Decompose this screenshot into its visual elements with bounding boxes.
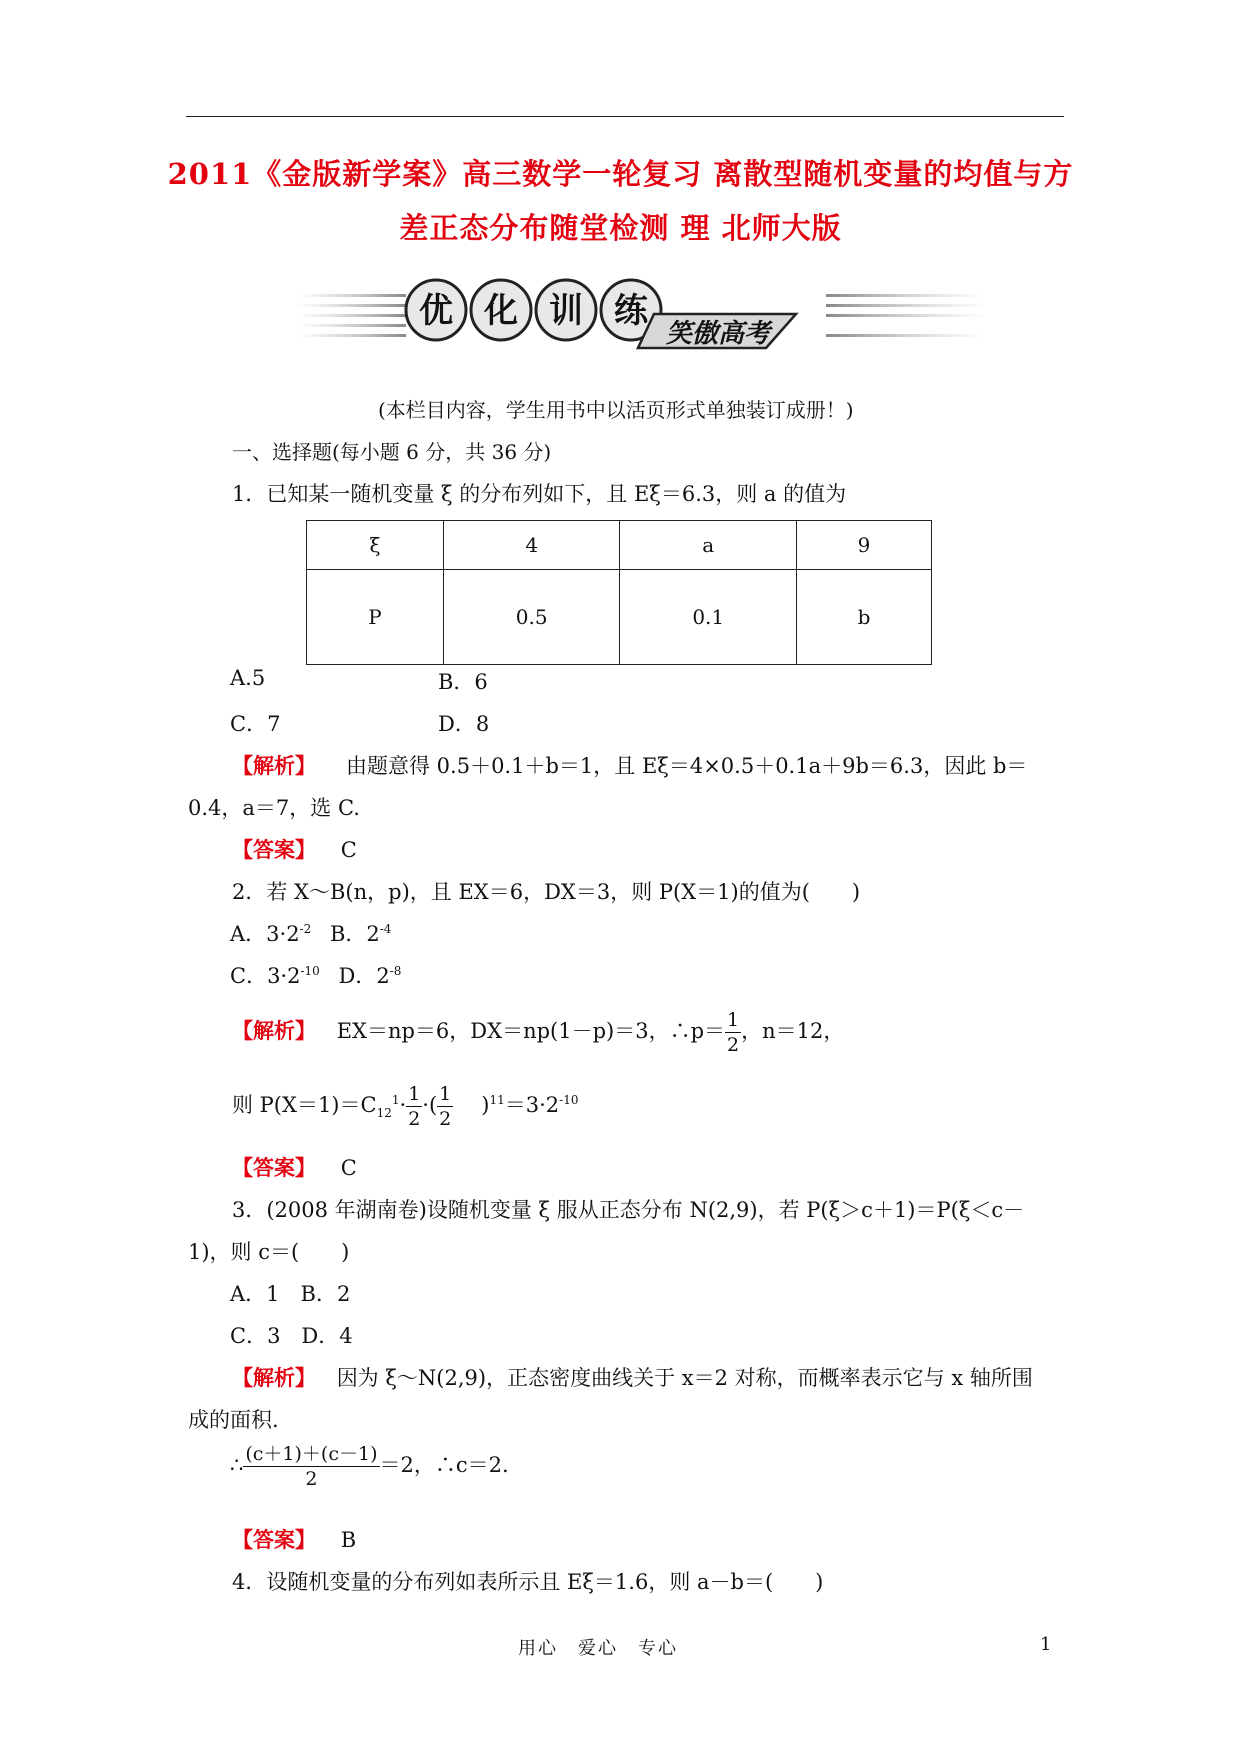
answer-label: 【答案】 bbox=[232, 1527, 316, 1552]
banner-char-4: 练 bbox=[614, 291, 648, 331]
answer-value: C bbox=[340, 838, 357, 862]
q1-option-d: D．8 bbox=[438, 712, 490, 736]
q1-analysis-label: 【解析】 bbox=[232, 753, 316, 778]
banner-right-lines bbox=[826, 294, 986, 337]
fraction: $\frac{1}{2}$ bbox=[439, 1083, 452, 1130]
fraction: $\frac{1}{2}$ bbox=[727, 1009, 740, 1056]
banner-char-1: 优 bbox=[419, 291, 453, 331]
q3-stem-1: 3．(2008 年湖南卷)设随机变量 ξ 服从正态分布 N(2,9)，若 P(ξ＞c＋1)＝P(ξ＜c－ bbox=[232, 1198, 1025, 1222]
q2-stem: 2．若 X～B(n，p)，且 EX＝6，DX＝3，则 P(X＝1)的值为( ) bbox=[232, 880, 861, 904]
fraction: $\frac{1}{2}$ bbox=[408, 1083, 421, 1130]
q2-options-ab: A．$3\cdot 2^{-2}$ B．$2^{-4}$ bbox=[230, 922, 392, 946]
header-rule bbox=[186, 116, 1064, 117]
fraction: $\frac{(c+1)+(c-1)}{2}$ bbox=[245, 1443, 378, 1490]
banner-left-lines bbox=[296, 294, 406, 337]
table-cell: 0.5 bbox=[443, 570, 620, 665]
q3-stem-2: 1)，则 c＝( ) bbox=[188, 1240, 350, 1264]
table-cell: 4 bbox=[443, 521, 620, 570]
q1-option-a: A.5 bbox=[230, 666, 266, 690]
q3-analysis: 【解析】 因为 ξ～N(2,9)，正态密度曲线关于 x＝2 对称，而概率表示它与 x 轴所围 bbox=[232, 1365, 1033, 1390]
q3-options-cd: C．3 D．4 bbox=[230, 1324, 353, 1348]
q3-options-ab: A．1 B．2 bbox=[230, 1282, 351, 1306]
answer-value: C bbox=[340, 1156, 357, 1180]
section-heading: 一、选择题(每小题 6 分，共 36 分) bbox=[232, 440, 552, 464]
banner-logo bbox=[296, 276, 986, 356]
answer-label: 【答案】 bbox=[232, 1155, 316, 1180]
table-cell: a bbox=[620, 521, 797, 570]
q2-options-cd: C．$3\cdot 2^{-10}$ D．$2^{-8}$ bbox=[230, 964, 402, 988]
page-footer: 用心 爱心 专心 bbox=[518, 1638, 678, 1659]
table-cell: 9 bbox=[797, 521, 932, 570]
column-note: (本栏目内容，学生用书中以活页形式单独装订成册！) bbox=[378, 398, 854, 422]
answer-label: 【答案】 bbox=[232, 837, 316, 862]
q1-stem: 1．已知某一随机变量 ξ 的分布列如下，且 Eξ＝6.3，则 a 的值为 bbox=[232, 482, 847, 506]
q3-analysis-formula: ∴ $\frac{(c+1)+(c-1)}{2}$ ＝2，∴c＝2. bbox=[230, 1443, 509, 1490]
doc-title-line-2: 差正态分布随堂检测 理 北师大版 bbox=[399, 211, 842, 245]
banner-char-2: 化 bbox=[484, 291, 518, 331]
q3-answer bbox=[232, 1524, 356, 1554]
q1-analysis-text-1: 由题意得 0.5＋0.1＋b＝1，且 Eξ＝4×0.5＋0.1a＋9b＝6.3，因此 b＝ bbox=[346, 754, 1028, 778]
table-cell: 0.1 bbox=[620, 570, 797, 665]
q1-analysis-text-2: 0.4，a＝7，选 C. bbox=[188, 796, 360, 820]
q2-analysis: 【解析】 EX＝np＝6，DX＝np(1－p)＝3，∴p＝ $\frac{1}{2}$ ，n＝12， bbox=[232, 1009, 845, 1056]
banner-slogan: 笑傲高考 bbox=[665, 319, 771, 349]
q3-analysis-text-2: 成的面积. bbox=[188, 1408, 279, 1432]
analysis-label: 【解析】 bbox=[232, 1018, 316, 1043]
banner-char-3: 训 bbox=[549, 291, 583, 331]
table-row bbox=[307, 521, 932, 570]
q4-stem: 4．设随机变量的分布列如表所示且 Eξ＝1.6，则 a－b＝( ) bbox=[232, 1570, 824, 1594]
q1-answer bbox=[232, 834, 357, 864]
table-cell: ξ bbox=[307, 521, 444, 570]
analysis-label: 【解析】 bbox=[232, 1365, 316, 1390]
page-number: 1 bbox=[1040, 1634, 1052, 1655]
q1-option-c: C．7 bbox=[230, 712, 281, 736]
q1-distribution-table bbox=[306, 520, 932, 665]
table-cell: b bbox=[797, 570, 932, 665]
table-row bbox=[307, 570, 932, 665]
q1-option-b: B．6 bbox=[438, 670, 488, 694]
q2-analysis-formula: 则 $P(X=1)=C_{12}^1\cdot$ $\frac{1}{2}$ ·( $\frac{1}{2}$ )$^{11}=3\cdot 2^{-10}$ bbox=[232, 1083, 579, 1130]
q2-answer bbox=[232, 1152, 357, 1182]
doc-title-line-1: 2011《金版新学案》高三数学一轮复习 离散型随机变量的均值与方 bbox=[167, 157, 1074, 191]
answer-value: B bbox=[340, 1528, 357, 1552]
table-cell: P bbox=[307, 570, 444, 665]
